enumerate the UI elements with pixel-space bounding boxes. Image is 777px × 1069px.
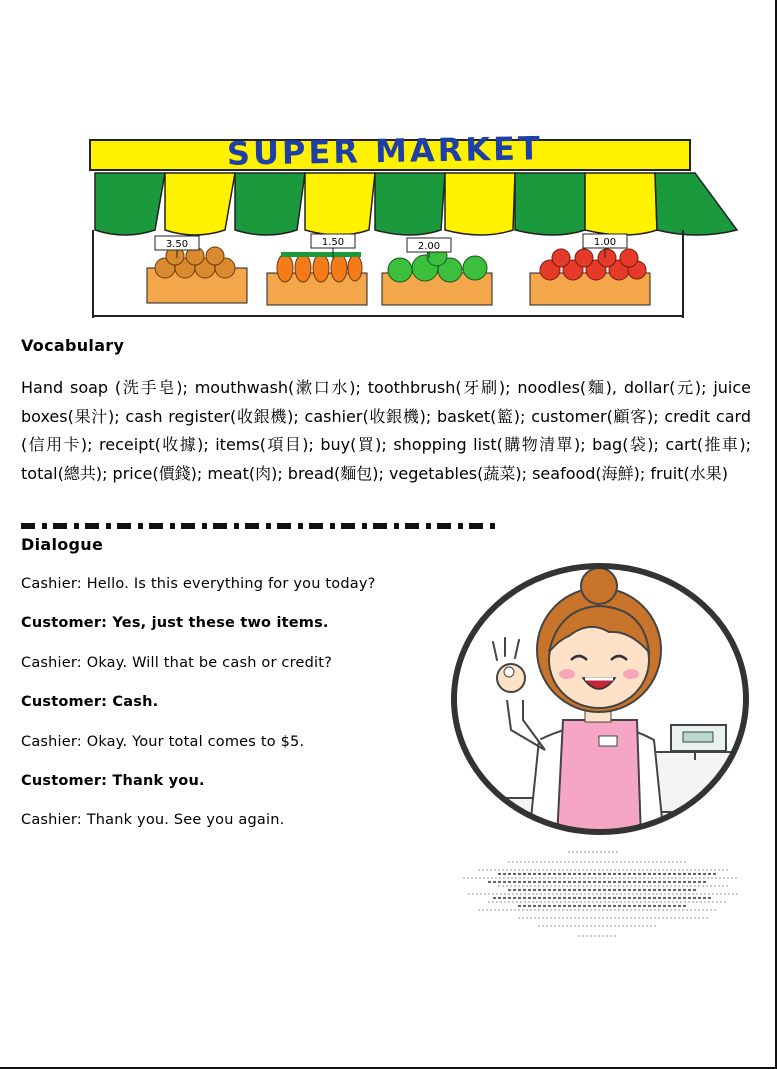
cashier-girl-icon bbox=[449, 560, 751, 838]
dialogue-line-cashier: Cashier: Hello. Is this everything for you today? bbox=[21, 576, 376, 592]
vocabulary-heading: Vocabulary bbox=[21, 336, 125, 355]
price-tag-3: 2.00 bbox=[417, 241, 441, 252]
price-tag-4: 1.00 bbox=[593, 237, 617, 248]
dashed-divider bbox=[21, 523, 501, 529]
produce-crates bbox=[147, 246, 650, 305]
dialogue-line-cashier: Cashier: Okay. Will that be cash or credit? bbox=[21, 654, 332, 671]
awning bbox=[95, 173, 737, 235]
sign-text: SUPER MARKET bbox=[226, 129, 544, 173]
dialogue-line-customer: Customer: Cash. bbox=[21, 694, 159, 711]
price-tag-2: 1.50 bbox=[321, 237, 345, 248]
dialogue-line-cashier: Cashier: Okay. Your total comes to $5. bbox=[21, 733, 305, 750]
dialogue-line-customer: Customer: Yes, just these two items. bbox=[21, 615, 329, 632]
supermarket-storefront-icon bbox=[85, 118, 745, 328]
scan-artifact bbox=[458, 848, 743, 943]
dialogue-line-customer: Customer: Thank you. bbox=[21, 772, 205, 789]
dialogue-heading: Dialogue bbox=[21, 535, 104, 554]
dialogue-line-cashier: Cashier: Thank you. See you again. bbox=[21, 812, 285, 829]
price-tag-1: 3.50 bbox=[165, 239, 189, 250]
dialogue-list bbox=[21, 572, 451, 848]
vocabulary-text: Hand soap (洗手皂); mouthwash(漱口水); toothbrush(牙刷); noodles(麵), dollar(元); juice boxes(果汁); cash register(收銀機); cashier(收銀機); basket(籃); customer(顧客); credit card (信用卡); receipt(收據); items(項目); buy(買); shopping list(購物清單); bag(袋); cart(推車); total(總共); price(價錢); meat(肉); bread(麵包); vegetables(蔬菜); seafood(海鮮); fruit(水果) bbox=[21, 378, 751, 483]
